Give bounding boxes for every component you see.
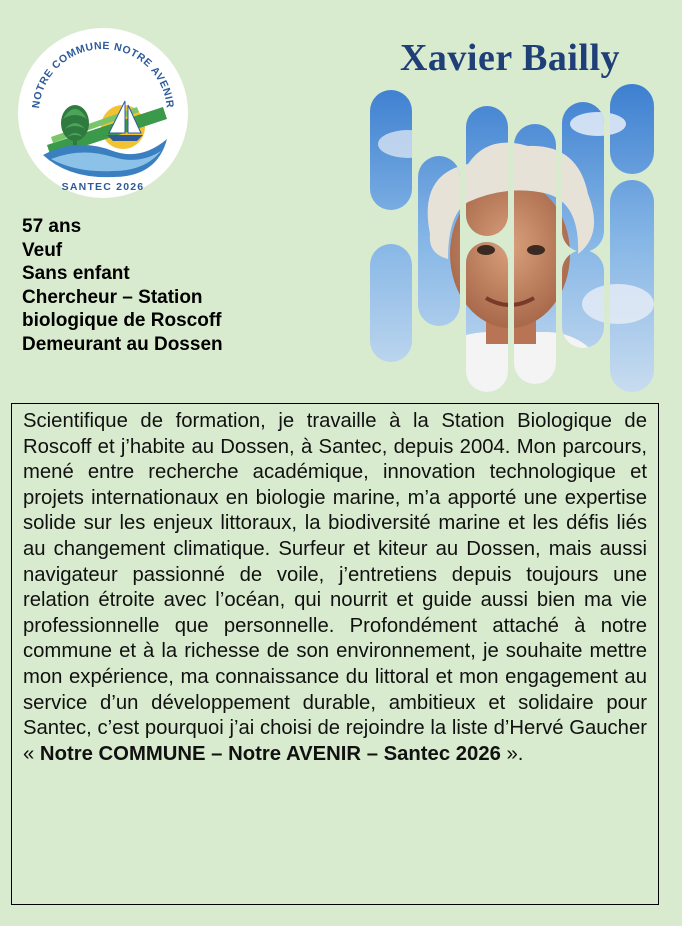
candidate-name: Xavier Bailly	[399, 37, 621, 79]
candidate-bio	[22, 215, 362, 356]
logo-bottom-text: SANTEC 2026	[61, 181, 145, 193]
bio-job: Chercheur – Station	[22, 286, 203, 308]
presentation-end: ».	[500, 742, 524, 765]
presentation-body: Scientifique de formation, je travaille à la Station Biologique de Roscoff et j’habite au Dossen, à Santec, depuis 2004. Mon parcours, mené entre recherche académique, innovation technologique et projets internationaux en biologie marine, m’a apporté une expertise solide sur les enjeux littoraux, la biodiversité marine et les défis liés au changement climatique. Surfeur et kiteur au Dossen, mais aussi navigateur passionné de voile, j’entretiens depuis toujours une relation étroite avec l’océan, qui nourrit et guide aussi bien ma vie professionnelle que personnelle. Profondément attaché à notre commune et à la richesse de son environnement, je souhaite mettre mon expérience, ma connaissance du littoral et mon engagement au service d’un développement durable, ambitieux et solidaire pour Santec, c’est pourquoi j’ai choisi de rejoindre la liste d’Hervé Gaucher «	[23, 410, 647, 765]
bio-age: 57 ans	[22, 216, 82, 237]
bio-job-place: biologique de Roscoff	[22, 310, 222, 331]
logo-arc-text: NOTRE COMMUNE NOTRE AVENIR	[30, 39, 176, 110]
presentation-box	[11, 403, 659, 905]
bio-residence: Demeurant au Dossen	[22, 333, 223, 355]
bio-children: Sans enfant	[22, 263, 130, 284]
bio-status: Veuf	[22, 239, 63, 261]
campaign-logo	[17, 27, 189, 199]
presentation-text	[23, 409, 647, 767]
list-name: Notre COMMUNE – Notre AVENIR – Santec 2026	[39, 742, 501, 765]
candidate-photo	[368, 84, 658, 396]
